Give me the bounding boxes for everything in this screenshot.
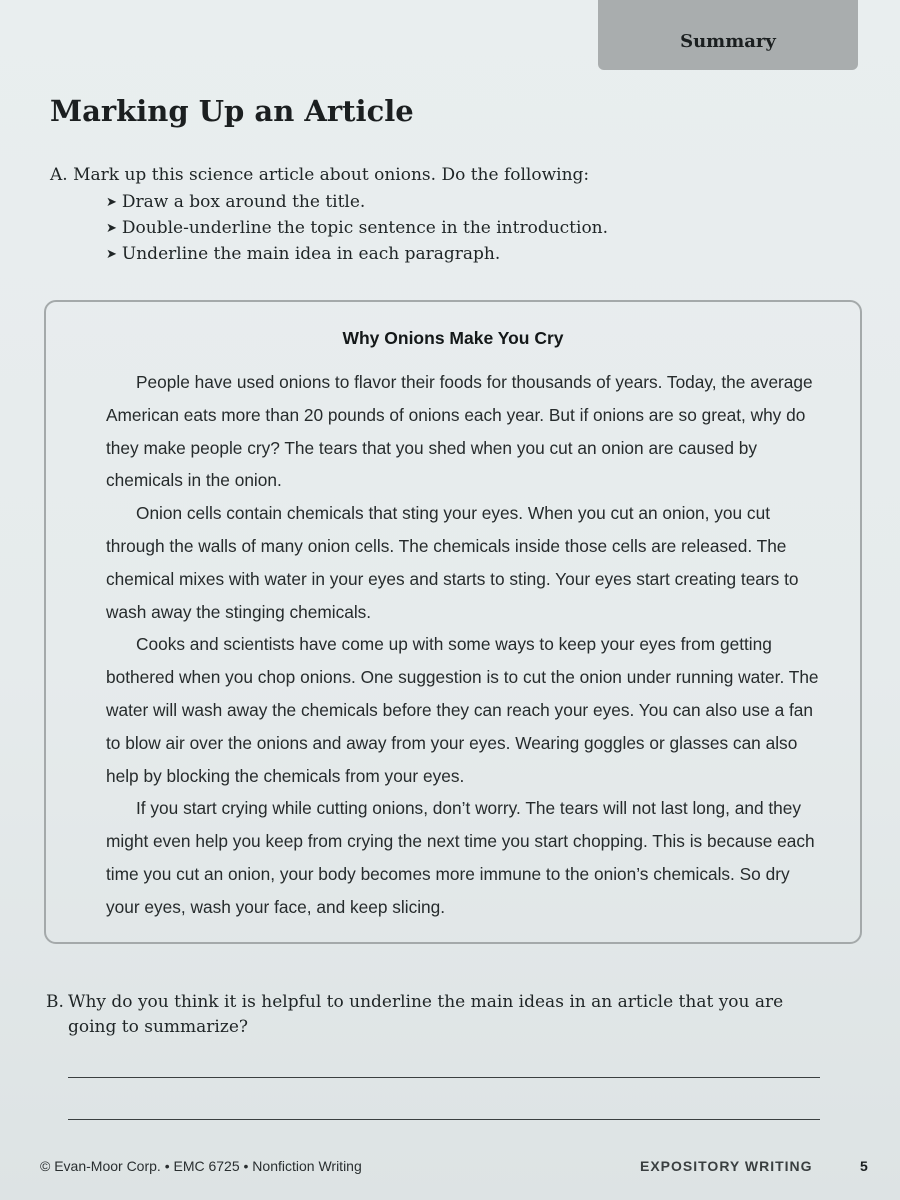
- article-box: [44, 300, 862, 944]
- page-number: 5: [860, 1158, 868, 1174]
- bullet-item: [106, 216, 608, 242]
- section-tab-label: Summary: [680, 31, 776, 52]
- page-title: Marking Up an Article: [50, 94, 414, 128]
- bullet-item: [106, 190, 608, 216]
- bullet-text: Draw a box around the title.: [121, 192, 366, 212]
- part-a-instructions: [50, 162, 608, 268]
- part-a-bullet-list: [106, 190, 608, 268]
- article-paragraph: People have used onions to flavor their foods for thousands of years. Today, the average American eats more than 20 pounds of onions each year. But if onions are so great, why do they make people cry? The tears that you shed when you cut an onion are caused by chemicals in the onion.: [106, 372, 813, 491]
- arrowhead-icon: ➤: [106, 247, 117, 262]
- part-a-text: A. Mark up this science article about onions. Do the following:: [50, 165, 590, 185]
- part-b-text: Why do you think it is helpful to underline the main ideas in an article that you are going to summarize?: [68, 992, 784, 1037]
- article-body: [106, 366, 826, 924]
- article-title: Why Onions Make You Cry: [342, 328, 564, 348]
- article-paragraph: Onion cells contain chemicals that sting your eyes. When you cut an onion, you cut through the walls of many onion cells. The chemicals inside those cells are released. The chemical mixes with water in your eyes and starts to sting. Your eyes start creating tears to wash away the stinging chemicals.: [106, 503, 799, 622]
- section-tab: [598, 0, 858, 70]
- part-b-question: [46, 990, 786, 1040]
- bullet-text: Underline the main idea in each paragraph.: [121, 244, 501, 264]
- part-b-letter: B.: [46, 992, 64, 1012]
- article-paragraph: If you start crying while cutting onions, don’t worry. The tears will not last long, and they might even help you keep from crying the next time you start chopping. This is because each time you cut an onion, your body becomes more immune to the onion’s chemicals. So dry your eyes, wash your face, and keep slicing.: [106, 798, 815, 917]
- footer-section-label: EXPOSITORY WRITING: [640, 1158, 813, 1174]
- arrowhead-icon: ➤: [106, 221, 117, 236]
- footer-copyright: © Evan-Moor Corp. • EMC 6725 • Nonfiction Writing: [40, 1158, 362, 1174]
- bullet-text: Double-underline the topic sentence in the introduction.: [121, 218, 609, 238]
- arrowhead-icon: ➤: [106, 195, 117, 210]
- answer-line[interactable]: [68, 1119, 820, 1120]
- article-paragraph: Cooks and scientists have come up with some ways to keep your eyes from getting bothered when you chop onions. One suggestion is to cut the onion under running water. The water will wash away the chemicals before they can reach your eyes. You can also use a fan to blow air over the onions and away from your eyes. Wearing goggles or glasses can also help by blocking the chemicals from your eyes.: [106, 634, 819, 786]
- bullet-item: [106, 242, 608, 268]
- answer-line[interactable]: [68, 1077, 820, 1078]
